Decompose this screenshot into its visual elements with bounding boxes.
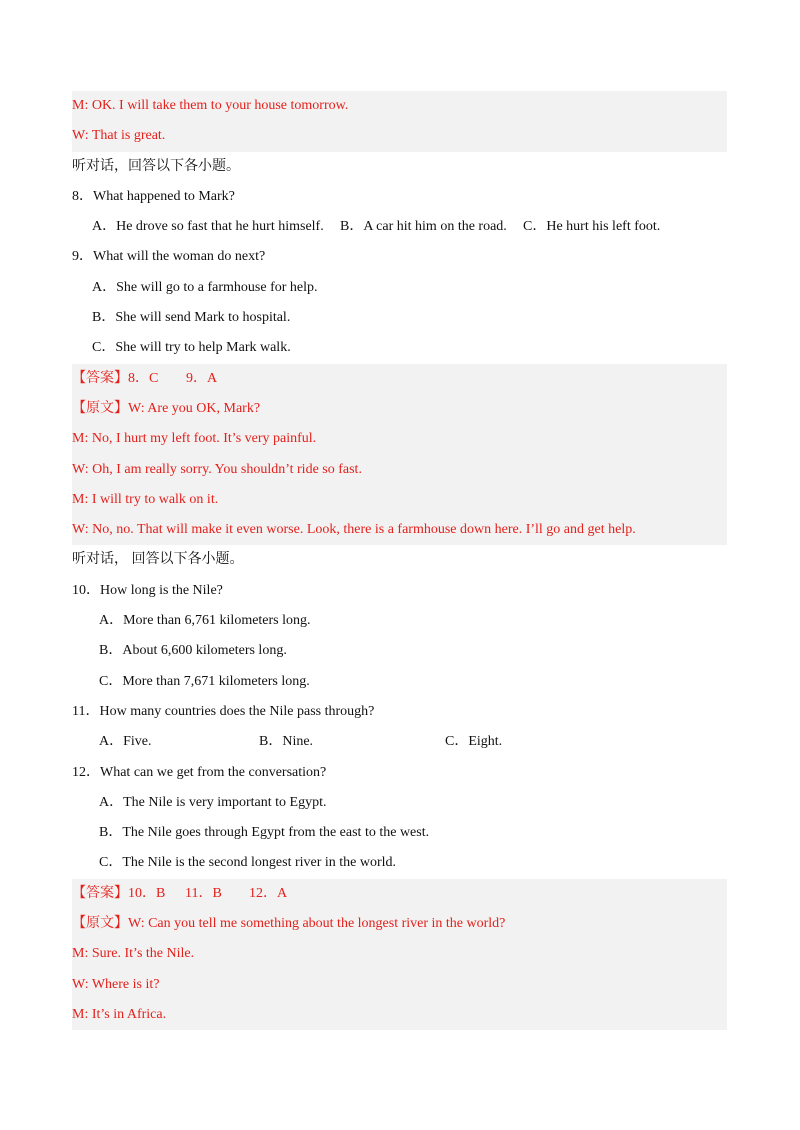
option-c: C．More than 7,671 kilometers long. bbox=[99, 673, 310, 689]
section-instruction: 听对话，回答以下各小题。 bbox=[72, 158, 240, 174]
transcript-text: W: Are you OK, Mark? bbox=[128, 400, 261, 416]
transcript-line: M: No, I hurt my left foot. It’s very painful. bbox=[72, 431, 317, 447]
question-8-stem: 8．What happened to Mark? bbox=[72, 188, 235, 204]
answer-tag: 【答案】 bbox=[72, 370, 128, 386]
transcript-line: W: Where is it? bbox=[72, 976, 160, 992]
transcript-line bbox=[72, 909, 727, 939]
option-b: B．The Nile goes through Egypt from the east to the west. bbox=[99, 825, 430, 841]
option-c: C．The Nile is the second longest river in the world. bbox=[99, 855, 397, 871]
transcript-line: W: That is great. bbox=[72, 128, 166, 144]
document-page bbox=[72, 91, 727, 1030]
option-b: B．She will send Mark to hospital. bbox=[92, 310, 291, 326]
answer-value: 10．B bbox=[128, 885, 166, 901]
option-a: A．Five. bbox=[99, 734, 152, 750]
transcript-line: M: It’s in Africa. bbox=[72, 1006, 167, 1022]
answer-value: 8．C bbox=[128, 370, 159, 386]
question-8-options bbox=[72, 212, 727, 242]
question-11-stem: 11．How many countries does the Nile pass through? bbox=[72, 703, 375, 719]
transcript-text: W: Can you tell me something about the longest river in the world? bbox=[128, 916, 506, 932]
option-c: C．Eight. bbox=[445, 734, 503, 750]
answer-value: 9．A bbox=[186, 370, 218, 386]
answer-line bbox=[72, 364, 727, 394]
transcript-line: M: Sure. It’s the Nile. bbox=[72, 946, 195, 962]
option-c: C．He hurt his left foot. bbox=[523, 219, 661, 235]
question-12-stem: 12．What can we get from the conversation? bbox=[72, 764, 327, 780]
transcript-tag: 【原文】 bbox=[72, 916, 128, 932]
transcript-line: W: Oh, I am really sorry. You shouldn’t ride so fast. bbox=[72, 461, 362, 477]
answer-line bbox=[72, 879, 727, 909]
section-instruction: 听对话， 回答以下各小题。 bbox=[72, 552, 244, 568]
answer-block bbox=[72, 364, 727, 546]
transcript-continuation-block bbox=[72, 91, 727, 152]
transcript-line: M: I will try to walk on it. bbox=[72, 491, 219, 507]
transcript-line: W: No, no. That will make it even worse. Look, there is a farmhouse down here. I’ll go and get help. bbox=[72, 522, 636, 538]
option-b: B．A car hit him on the road. bbox=[340, 219, 507, 235]
question-9-stem: 9．What will the woman do next? bbox=[72, 249, 266, 265]
option-c: C．She will try to help Mark walk. bbox=[92, 340, 291, 356]
option-a: A．She will go to a farmhouse for help. bbox=[92, 279, 318, 295]
answer-block bbox=[72, 879, 727, 1030]
option-a: A．He drove so fast that he hurt himself. bbox=[92, 219, 324, 235]
answer-value: 11．B bbox=[185, 885, 222, 901]
option-a: A．The Nile is very important to Egypt. bbox=[99, 794, 327, 810]
option-a: A．More than 6,761 kilometers long. bbox=[99, 613, 311, 629]
question-10-stem: 10．How long is the Nile? bbox=[72, 582, 223, 598]
transcript-line bbox=[72, 394, 727, 424]
answer-tag: 【答案】 bbox=[72, 885, 128, 901]
transcript-tag: 【原文】 bbox=[72, 400, 128, 416]
option-b: B．Nine. bbox=[259, 734, 314, 750]
transcript-line: M: OK. I will take them to your house tomorrow. bbox=[72, 98, 349, 113]
option-b: B．About 6,600 kilometers long. bbox=[99, 643, 287, 659]
answer-value: 12．A bbox=[249, 885, 288, 901]
question-11-options bbox=[72, 727, 727, 757]
